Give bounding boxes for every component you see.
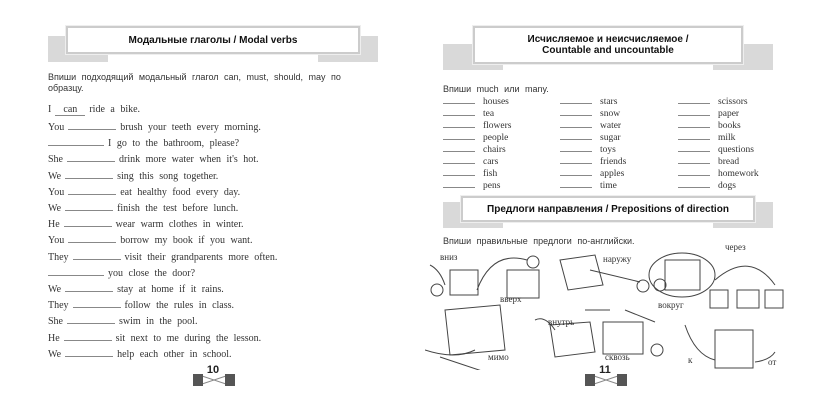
subject: She [48, 154, 63, 166]
example-answer: can [55, 105, 85, 116]
sentence-row [48, 331, 261, 344]
subject: She [48, 316, 63, 328]
answer-blank[interactable] [73, 298, 121, 308]
sentence-rest: brush your teeth every morning. [120, 122, 261, 133]
answer-blank[interactable] [678, 118, 710, 128]
page-number: 11 [599, 364, 611, 376]
word: milk [718, 133, 736, 143]
word: flowers [483, 121, 512, 131]
answer-blank[interactable] [678, 106, 710, 116]
subject: We [48, 170, 62, 182]
word: cars [483, 157, 499, 167]
answer-blank[interactable] [678, 142, 710, 152]
word-row [443, 178, 500, 191]
answer-blank[interactable] [68, 185, 116, 195]
word: tea [483, 109, 495, 119]
word: homework [718, 169, 759, 179]
word-row [560, 178, 617, 191]
preposition-label: через [725, 242, 746, 252]
answer-blank[interactable] [560, 166, 592, 176]
section-title: Модальные глаголы / Modal verbs [66, 26, 360, 54]
answer-blank[interactable] [64, 217, 112, 227]
answer-blank[interactable] [560, 154, 592, 164]
section-banner-countable [443, 26, 773, 76]
sentence-rest: sit next to me during the lesson. [115, 332, 262, 344]
sentence-rest: sing this song together. [117, 170, 219, 182]
preposition-label: вниз [440, 252, 458, 262]
word: pens [483, 181, 501, 191]
word: sugar [600, 133, 621, 143]
sentence-row [48, 201, 238, 214]
answer-blank[interactable] [48, 136, 104, 146]
answer-blank[interactable] [443, 94, 475, 104]
answer-blank[interactable] [560, 118, 592, 128]
word: bread [718, 157, 740, 167]
sentence-row [48, 136, 239, 149]
example-sentence [48, 104, 140, 116]
answer-blank[interactable] [73, 250, 121, 260]
page-number: 10 [206, 364, 220, 376]
subject: They [48, 300, 69, 312]
subject: He [48, 332, 60, 344]
word: stars [600, 97, 618, 107]
sentence-row [48, 250, 277, 263]
subject: You [48, 235, 65, 247]
answer-blank[interactable] [443, 178, 475, 188]
sentence-row [48, 185, 240, 198]
preposition-label: вокруг [658, 300, 684, 310]
word: books [718, 121, 741, 131]
preposition-label: наружу [603, 254, 632, 264]
answer-blank[interactable] [443, 142, 475, 152]
answer-blank[interactable] [443, 166, 475, 176]
sentence-rest: wear warm clothes in winter. [115, 219, 244, 231]
word: paper [718, 109, 740, 119]
sentence-row [48, 314, 197, 327]
answer-blank[interactable] [678, 178, 710, 188]
subject: You [48, 122, 65, 133]
answer-blank[interactable] [65, 169, 113, 179]
sentence-rest: swim in the pool. [119, 316, 198, 328]
instruction: Впиши подходящий модальный глагол can, must, should, may по образцу. [48, 72, 341, 93]
word: fish [483, 169, 498, 179]
word: snow [600, 109, 621, 119]
preposition-label: к [688, 355, 693, 365]
preposition-label: мимо [488, 352, 509, 362]
sentence-rest: finish the test before lunch. [117, 203, 239, 214]
section-title [473, 26, 743, 64]
sentence-rest: drink more water when it's hot. [119, 154, 259, 166]
answer-blank[interactable] [443, 118, 475, 128]
sentence-rest: borrow my book if you want. [120, 235, 253, 247]
word: water [600, 121, 622, 131]
subject: You [48, 186, 65, 198]
word: friends [600, 157, 627, 167]
instruction: Впиши правильные предлоги по-английски. [443, 236, 635, 246]
word: dogs [718, 181, 736, 191]
sentence-row [48, 169, 218, 182]
answer-blank[interactable] [65, 347, 113, 357]
instruction: Впиши much или many. [443, 84, 549, 94]
sentence-row [48, 282, 224, 295]
title-en: Countable and uncountable [542, 45, 674, 56]
illustration-down [430, 265, 478, 296]
word: apples [600, 169, 625, 179]
answer-blank[interactable] [67, 314, 115, 324]
answer-blank[interactable] [443, 154, 475, 164]
sentence-row [48, 298, 234, 311]
answer-blank[interactable] [64, 331, 112, 341]
sentence-rest: ride a bike. [89, 104, 141, 115]
illustration-to-from [685, 325, 775, 368]
answer-blank[interactable] [443, 106, 475, 116]
sentence-row [48, 347, 232, 360]
answer-blank[interactable] [68, 120, 116, 130]
illustration-over [710, 266, 783, 308]
sentence-row [48, 233, 252, 246]
sentence-rest: visit their grandparents more often. [124, 251, 278, 263]
subject: I [48, 104, 52, 115]
section-title: Предлоги направления / Prepositions of direction [461, 196, 755, 222]
subject: He [48, 219, 60, 231]
subject: We [48, 284, 62, 295]
subject: They [48, 251, 69, 263]
answer-blank[interactable] [560, 178, 592, 188]
word: people [483, 133, 509, 143]
answer-blank[interactable] [65, 201, 113, 211]
subject: We [48, 203, 62, 214]
sentence-rest: stay at home if it rains. [117, 284, 224, 295]
preposition-label: от [768, 357, 777, 367]
sentence-row [48, 152, 259, 165]
sentence-row [48, 120, 261, 133]
illustration-through [585, 310, 663, 356]
sentence-rest: follow the rules in class. [124, 300, 235, 312]
sentence-row [48, 217, 243, 230]
answer-blank[interactable] [678, 130, 710, 140]
answer-blank[interactable] [678, 94, 710, 104]
answer-blank[interactable] [678, 166, 710, 176]
answer-blank[interactable] [560, 106, 592, 116]
section-banner-prepositions [443, 196, 773, 230]
title-ru: Исчисляемое и неисчисляемое / [527, 34, 689, 45]
answer-blank[interactable] [560, 142, 592, 152]
word: scissors [718, 97, 748, 107]
answer-blank[interactable] [48, 266, 104, 276]
sentence-row [48, 266, 195, 279]
answer-blank[interactable] [65, 282, 113, 292]
preposition-label: внутрь [548, 317, 575, 327]
answer-blank[interactable] [560, 130, 592, 140]
subject: We [48, 348, 62, 360]
word: houses [483, 97, 509, 107]
sentence-rest: eat healthy food every day. [120, 186, 241, 198]
word: chairs [483, 145, 506, 155]
illustration-around [649, 253, 715, 297]
word: time [600, 181, 617, 191]
sentence-rest: you close the door? [108, 267, 196, 279]
answer-blank[interactable] [560, 94, 592, 104]
answer-blank[interactable] [67, 152, 115, 162]
answer-blank[interactable] [68, 233, 116, 243]
preposition-label: сквозь [605, 352, 630, 362]
answer-blank[interactable] [678, 154, 710, 164]
preposition-label: вверх [500, 294, 522, 304]
word: toys [600, 145, 616, 155]
answer-blank[interactable] [443, 130, 475, 140]
sentence-rest: I go to the bathroom, please? [108, 138, 240, 150]
word-row [678, 178, 736, 191]
section-banner-modal-verbs [48, 26, 378, 66]
illustration-up [477, 256, 539, 298]
sentence-rest: help each other in school. [117, 348, 232, 360]
word: questions [718, 145, 754, 155]
